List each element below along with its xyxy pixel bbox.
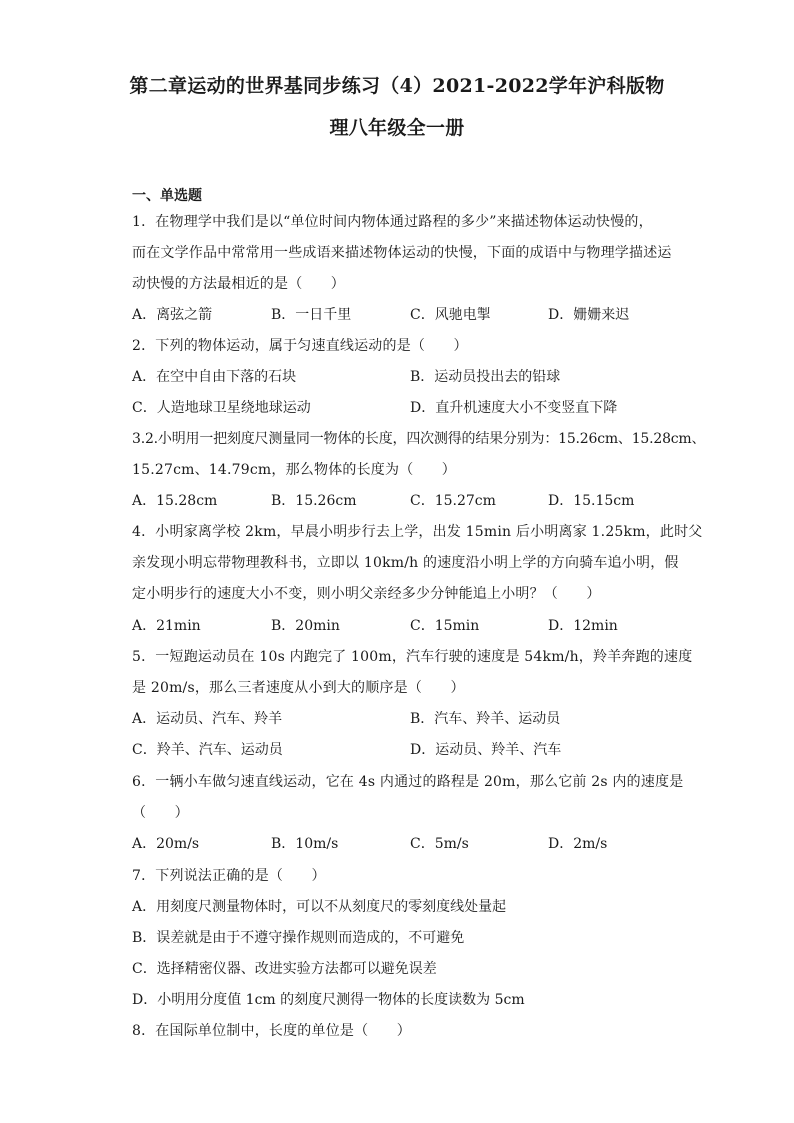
question-1-option-d: D．姗姗来迟 bbox=[548, 307, 630, 323]
question-3-option-b: B．15.26cm bbox=[271, 493, 357, 509]
question-5-line-2: 是 20m/s，那么三者速度从小到大的顺序是（ ） bbox=[132, 680, 465, 696]
question-7-option-b: B．误差就是由于不遵守操作规则而造成的，不可避免 bbox=[132, 930, 465, 946]
question-3-line-1: 3.2.小明用一把刻度尺测量同一物体的长度，四次测得的结果分别为：15.26cm、15.28cm、 bbox=[132, 431, 706, 447]
question-4-option-d: D．12min bbox=[548, 618, 618, 634]
question-3-line-2: 15.27cm、14.79cm，那么物体的长度为（ ） bbox=[132, 462, 456, 478]
document-title-line-1: 第二章运动的世界基同步练习（4）2021-2022学年沪科版物 bbox=[129, 75, 665, 97]
document-title-line-2: 理八年级全一册 bbox=[329, 117, 465, 139]
question-3-option-c: C．15.27cm bbox=[410, 493, 496, 509]
question-7-option-d: D．小明用分度值 1cm 的刻度尺测得一物体的长度读数为 5cm bbox=[132, 992, 525, 1008]
question-5-line-1: 5．一短跑运动员在 10s 内跑完了 100m，汽车行驶的速度是 54km/h，羚羊奔跑的速度 bbox=[132, 649, 693, 665]
question-1-option-c: C．风驰电掣 bbox=[410, 307, 491, 323]
question-2-line-1: 2．下列的物体运动，属于匀速直线运动的是（ ） bbox=[132, 338, 468, 354]
question-7-option-a: A．用刻度尺测量物体时，可以不从刻度尺的零刻度线处量起 bbox=[132, 899, 507, 915]
question-2-option-a: A．在空中自由下落的石块 bbox=[132, 369, 297, 385]
question-7-option-c: C．选择精密仪器、改进实验方法都可以避免误差 bbox=[132, 961, 437, 977]
question-5-option-d: D．运动员、羚羊、汽车 bbox=[410, 742, 562, 758]
question-8-line-1: 8．在国际单位制中，长度的单位是（ ） bbox=[132, 1023, 411, 1039]
question-6-option-a: A．20m/s bbox=[132, 836, 200, 852]
question-4-option-c: C．15min bbox=[410, 618, 480, 634]
question-5-option-a: A．运动员、汽车、羚羊 bbox=[132, 711, 283, 727]
question-2-option-d: D．直升机速度大小不变竖直下降 bbox=[410, 400, 618, 416]
question-6-line-2: （ ） bbox=[132, 805, 189, 821]
question-1-line-1: 1．在物理学中我们是以“单位时间内物体通过路程的多少”来描述物体运动快慢的， bbox=[132, 214, 653, 230]
section-heading: 一、单选题 bbox=[132, 188, 202, 204]
question-6-option-c: C．5m/s bbox=[410, 836, 469, 852]
question-1-option-b: B．一日千里 bbox=[271, 307, 352, 323]
question-6-option-d: D．2m/s bbox=[548, 836, 608, 852]
question-3-option-d: D．15.15cm bbox=[548, 493, 635, 509]
question-4-option-a: A．21min bbox=[132, 618, 201, 634]
question-2-option-c: C．人造地球卫星绕地球运动 bbox=[132, 400, 311, 416]
question-7-line-1: 7．下列说法正确的是（ ） bbox=[132, 868, 326, 884]
question-1-line-3: 动快慢的方法最相近的是（ ） bbox=[132, 276, 345, 292]
question-1-line-2: 而在文学作品中常常用一些成语来描述物体运动的快慢，下面的成语中与物理学描述运 bbox=[132, 245, 672, 261]
question-4-line-1: 4．小明家离学校 2km，早晨小明步行去上学，出发 15min 后小明离家 1.25km，此时父 bbox=[132, 524, 703, 540]
question-1-option-a: A．离弦之箭 bbox=[132, 307, 213, 323]
question-3-option-a: A．15.28cm bbox=[132, 493, 218, 509]
question-6-option-b: B．10m/s bbox=[271, 836, 339, 852]
question-2-option-b: B．运动员投出去的铅球 bbox=[410, 369, 561, 385]
question-6-line-1: 6．一辆小车做匀速直线运动，它在 4s 内通过的路程是 20m，那么它前 2s 内的速度是 bbox=[132, 774, 684, 790]
question-4-line-2: 亲发现小明忘带物理教科书，立即以 10km/h 的速度沿小明上学的方向骑车追小明，假 bbox=[132, 555, 679, 571]
question-4-option-b: B．20min bbox=[271, 618, 340, 634]
question-5-option-b: B．汽车、羚羊、运动员 bbox=[410, 711, 561, 727]
question-4-line-3: 定小明步行的速度大小不变，则小明父亲经多少分钟能追上小明？（ ） bbox=[132, 586, 601, 602]
question-5-option-c: C．羚羊、汽车、运动员 bbox=[132, 742, 283, 758]
